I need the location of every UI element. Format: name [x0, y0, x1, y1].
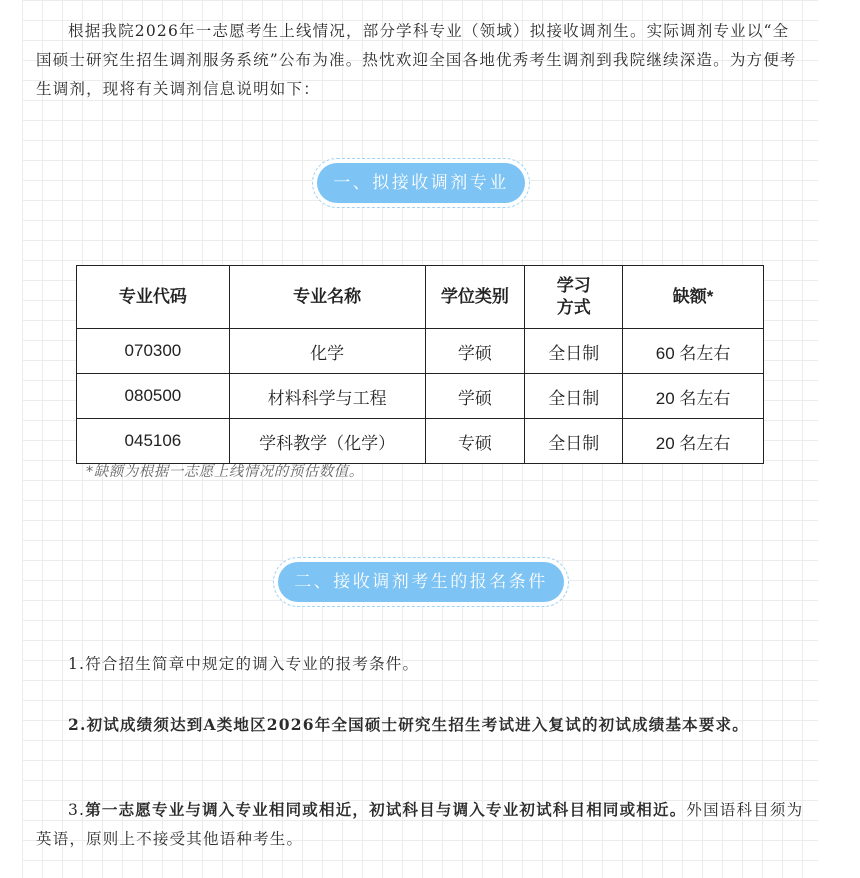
header-quota: 缺额* [623, 266, 764, 329]
table-row [77, 374, 764, 419]
cell-degree: 专硕 [425, 419, 525, 464]
table-footnote: *缺额为根据一志愿上线情况的预估数值。 [86, 464, 364, 480]
majors-table [76, 265, 764, 464]
cell-name: 学科教学（化学） [229, 419, 425, 464]
cell-mode: 全日制 [525, 419, 623, 464]
cell-quota: 20 名左右 [623, 374, 764, 419]
cell-degree: 学硕 [425, 374, 525, 419]
section-heading-2 [36, 557, 806, 607]
condition-2: 2.初试成绩须达到A类地区2026年全国硕士研究生招生考试进入复试的初试成绩基本要求。 [68, 715, 749, 734]
cell-code: 045106 [77, 419, 230, 464]
condition-3-rest-text: 外国语科目须为英语，原则上不接受其他语种考生。 [36, 801, 804, 848]
section-pill-border [273, 557, 569, 607]
table-header-row [77, 266, 764, 329]
condition-1: 1.符合招生简章中规定的调入专业的报考条件。 [68, 655, 420, 673]
cell-code: 080500 [77, 374, 230, 419]
section-pill-border [312, 158, 530, 208]
condition-3-bold-text: 第一志愿专业与调入专业相同或相近，初试科目与调入专业初试科目相同或相近。 [85, 800, 687, 819]
header-degree: 学位类别 [425, 266, 525, 329]
section-title-2: 二、接收调剂考生的报名条件 [278, 562, 564, 602]
section-heading-1 [36, 158, 806, 208]
intro-paragraph: 根据我院2026年一志愿考生上线情况，部分学科专业（领域）拟接收调剂生。实际调剂专业以“全国硕士研究生招生调剂服务系统”公布为准。热忱欢迎全国各地优秀考生调剂到我院继续深造。为方便考生调剂，现将有关调剂信息说明如下： [36, 22, 797, 98]
condition-3-number: 3. [68, 801, 86, 819]
condition-3 [36, 795, 806, 854]
header-name: 专业名称 [229, 266, 425, 329]
cell-mode: 全日制 [525, 374, 623, 419]
table-row [77, 329, 764, 374]
header-study-mode: 学习 方式 [525, 266, 623, 329]
header-code: 专业代码 [77, 266, 230, 329]
cell-quota: 60 名左右 [623, 329, 764, 374]
cell-code: 070300 [77, 329, 230, 374]
cell-name: 化学 [229, 329, 425, 374]
cell-name: 材料科学与工程 [229, 374, 425, 419]
cell-mode: 全日制 [525, 329, 623, 374]
cell-degree: 学硕 [425, 329, 525, 374]
section-title-1: 一、拟接收调剂专业 [317, 163, 525, 203]
majors-table-wrap [76, 265, 764, 464]
cell-quota: 20 名左右 [623, 419, 764, 464]
table-row [77, 419, 764, 464]
